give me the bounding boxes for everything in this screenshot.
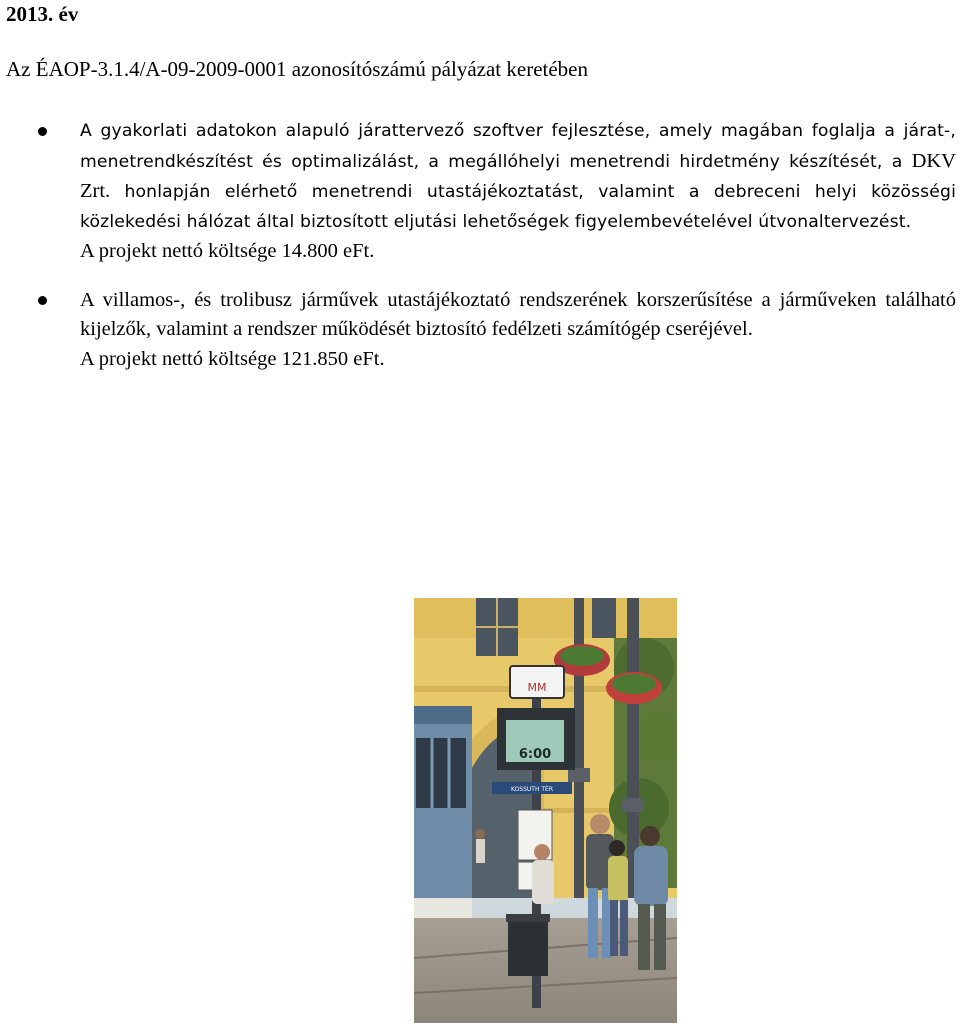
project-description (80, 117, 956, 237)
bullet-icon (38, 296, 47, 305)
project-description: A villamos-, és trolibusz járművek utastájékoztató rendszerének korszerűsítése a járműveken található kijelzők, valamint a rendszer működését biztosító fedélzeti számítógép cseréjével. (80, 288, 956, 340)
tram-stop-photo (414, 598, 677, 1023)
list-item (0, 117, 960, 267)
list-item (0, 286, 960, 375)
display-time: 6:00 (518, 747, 552, 762)
street-sign: KOSSUTH TÉR (510, 786, 554, 793)
project-cost: A projekt nettó költsége 14.800 eFt. (80, 240, 375, 262)
intro-line: Az ÉAOP-3.1.4/A-09-2009-0001 azonosítószámú pályázat keretében (6, 57, 588, 81)
year-heading: 2013. év (6, 2, 79, 26)
description-part: honlapján elérhető menetrendi utastájékoztatást, valamint a debreceni helyi közösségi közlekedési hálózat által biztosított eljutási lehetőségek figyelembevételével útvonaltervezést. (80, 182, 956, 232)
photo-illustration (414, 598, 677, 1023)
description-part: A gyakorlati adatokon alapuló járattervező szoftver fejlesztése, amely magában foglalja a járat-, menetrendkészítést és optimalizálást, a megállóhelyi menetrendi hirdetmény készítését, a (80, 121, 956, 172)
company-name: DKV Zrt. (80, 149, 956, 202)
project-cost: A projekt nettó költsége 121.850 eFt. (80, 347, 385, 370)
bullet-icon (38, 127, 47, 136)
project-list (0, 117, 960, 374)
stop-sign-label: MM (527, 681, 547, 694)
